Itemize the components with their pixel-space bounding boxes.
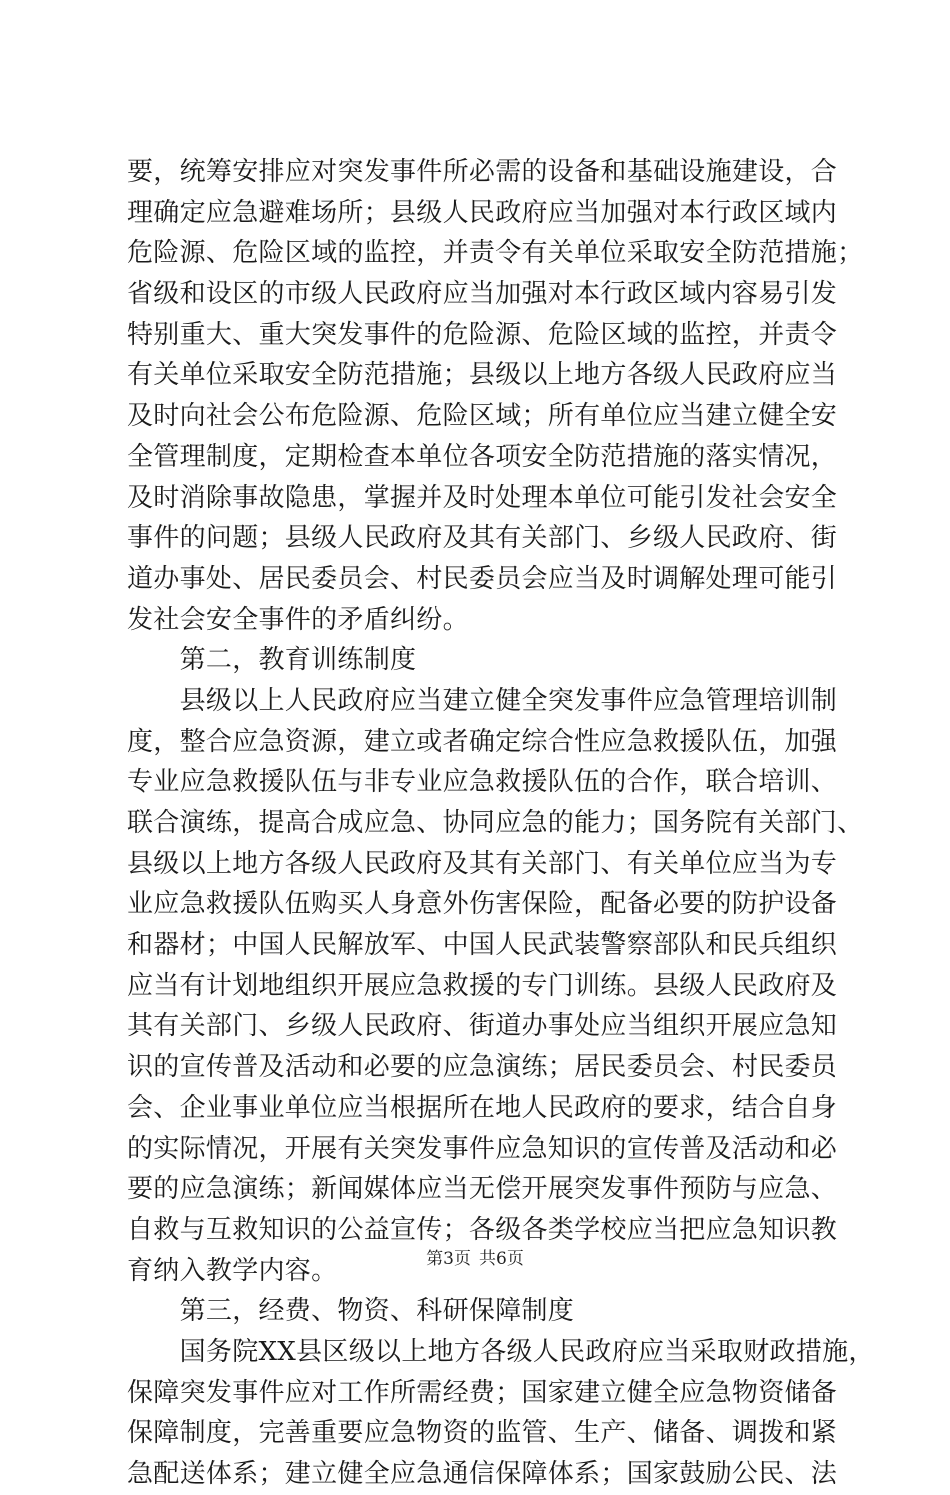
text-line: 的实际情况，开展有关突发事件应急知识的宣传普及活动和必 xyxy=(127,1133,838,1164)
text-line: 自救与互救知识的公益宣传；各级各类学校应当把应急知识教 xyxy=(127,1214,838,1245)
text-line: 县级以上地方各级人民政府及其有关部门、有关单位应当为专 xyxy=(127,848,838,879)
text-line: 第三，经费、物资、科研保障制度 xyxy=(127,1296,575,1327)
text-line: 度，整合应急资源，建立或者确定综合性应急救援队伍，加强 xyxy=(127,726,838,757)
text-line: 专业应急救援队伍与非专业应急救援队伍的合作，联合培训、 xyxy=(127,767,838,798)
text-line: 道办事处、居民委员会、村民委员会应当及时调解处理可能引 xyxy=(127,563,838,594)
text-line: 理确定应急避难场所；县级人民政府应当加强对本行政区域内 xyxy=(127,197,838,228)
page-total: 共6页 xyxy=(479,1249,524,1269)
text-line: 保障突发事件应对工作所需经费；国家建立健全应急物资储备 xyxy=(127,1377,838,1408)
text-line: 要，统筹安排应对突发事件所必需的设备和基础设施建设，合 xyxy=(127,157,838,187)
body-text xyxy=(127,152,875,1495)
text-line: 第二，教育训练制度 xyxy=(127,645,417,676)
text-line: 事件的问题；县级人民政府及其有关部门、乡级人民政府、街 xyxy=(127,523,838,554)
text-line: 会、企业事业单位应当根据所在地人民政府的要求，结合自身 xyxy=(127,1092,838,1123)
text-line: 应当有计划地组织开展应急救援的专门训练。县级人民政府及 xyxy=(127,970,838,1001)
page-footer xyxy=(0,1244,950,1269)
text-line: 育纳入教学内容。 xyxy=(127,1255,338,1286)
text-line: 县级以上人民政府应当建立健全突发事件应急管理培训制 xyxy=(127,685,838,716)
text-line: 要的应急演练；新闻媒体应当无偿开展突发事件预防与应急、 xyxy=(127,1174,838,1205)
text-line: 发社会安全事件的矛盾纠纷。 xyxy=(127,604,469,635)
page-number: 第3页 xyxy=(426,1249,471,1269)
text-line: 其有关部门、乡级人民政府、街道办事处应当组织开展应急知 xyxy=(127,1011,838,1042)
text-line: 有关单位采取安全防范措施；县级以上地方各级人民政府应当 xyxy=(127,360,838,391)
text-line: 危险源、危险区域的监控，并责令有关单位采取安全防范措施； xyxy=(127,238,864,269)
text-line: 业应急救援队伍购买人身意外伤害保险，配备必要的防护设备 xyxy=(127,889,838,920)
text-line: 保障制度，完善重要应急物资的监管、生产、储备、调拨和紧 xyxy=(127,1418,838,1449)
text-line: 及时消除事故隐患，掌握并及时处理本单位可能引发社会安全 xyxy=(127,482,838,513)
text-line: 识的宣传普及活动和必要的应急演练；居民委员会、村民委员 xyxy=(127,1052,838,1083)
text-line: 省级和设区的市级人民政府应当加强对本行政区域内容易引发 xyxy=(127,279,838,310)
text-line: 全管理制度，定期检查本单位各项安全防范措施的落实情况， xyxy=(127,441,838,472)
text-line: 急配送体系；建立健全应急通信保障体系；国家鼓励公民、法 xyxy=(127,1459,838,1489)
text-line: 国务院XX县区级以上地方各级人民政府应当采取财政措施， xyxy=(127,1336,875,1367)
text-line: 及时向社会公布危险源、危险区域；所有单位应当建立健全安 xyxy=(127,401,838,432)
text-line: 和器材；中国人民解放军、中国人民武装警察部队和民兵组织 xyxy=(127,930,838,961)
text-line: 联合演练，提高合成应急、协同应急的能力；国务院有关部门、 xyxy=(127,808,864,838)
text-line: 特别重大、重大突发事件的危险源、危险区域的监控，并责令 xyxy=(127,319,838,350)
